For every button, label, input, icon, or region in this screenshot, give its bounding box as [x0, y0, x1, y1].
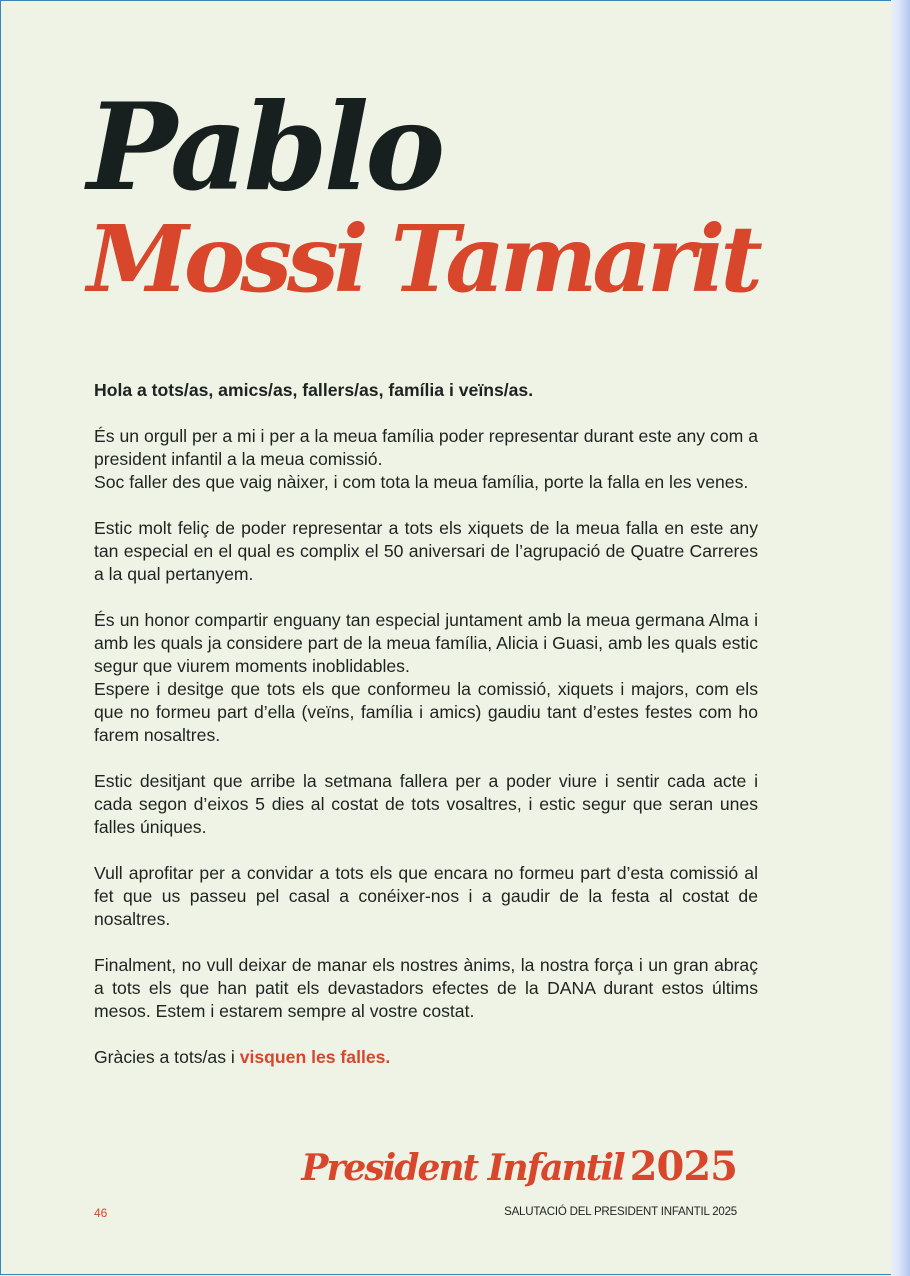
- page-edge: [891, 0, 910, 1276]
- running-head: SALUTACIÓ DEL PRESIDENT INFANTIL 2025: [504, 1206, 737, 1218]
- page-number: 46: [94, 1206, 108, 1220]
- letter-body: [94, 379, 758, 1092]
- signature-year: 2025: [629, 1143, 737, 1190]
- signature: [301, 1143, 737, 1190]
- last-name: Mossi Tamarit: [87, 205, 758, 313]
- greeting: Hola a tots/as, amics/as, fallers/as, família i veïns/as.: [94, 380, 534, 400]
- paragraph: Espere i desitge que tots els que conformeu la comissió, xiquets i majors, com els que no formeu part d’ella (veïns, família i amics) gaudiu tant d’estes festes com ho farem nosaltres.: [94, 679, 758, 745]
- closing-text: Gràcies a tots/as i: [94, 1047, 240, 1067]
- signature-title: President Infantil: [301, 1147, 624, 1189]
- first-name: Pablo: [87, 77, 442, 218]
- paragraph: Estic molt feliç de poder representar a tots els xiquets de la meua falla en este any tan especial en el qual es complix el 50 aniversari de l’agrupació de Quatre Carreres a la qual pertanyem.: [94, 518, 758, 584]
- closing-line: [94, 1046, 758, 1069]
- closing-highlight: visquen les falles.: [239, 1047, 391, 1067]
- paragraph: Vull aprofitar per a convidar a tots els que encara no formeu part d’esta comissió al fet que us passeu pel casal a conéixer-nos i a gaudir de la festa al costat de nosaltres.: [94, 863, 758, 929]
- paragraph: Finalment, no vull deixar de manar els nostres ànims, la nostra força i un gran abraç a tots els que han patit els devastadors efectes de la DANA durant estos últims mesos. Estem i estarem sempre al vostre costat.: [94, 955, 758, 1021]
- paragraph: Estic desitjant que arribe la setmana fallera per a poder viure i sentir cada acte i cada segon d’eixos 5 dies al costat de tots vosaltres, i estic segur que seran unes falles úniques.: [94, 771, 758, 837]
- paragraph: És un honor compartir enguany tan especial juntament amb la meua germana Alma i amb les quals ja considere part de la meua família, Alicia i Guasi, amb les quals estic segur que viurem moments inoblidables.: [94, 610, 758, 676]
- page-title: [87, 77, 787, 313]
- paragraph: Soc faller des que vaig nàixer, i com tota la meua família, porte la falla en les venes.: [94, 472, 749, 492]
- paragraph: És un orgull per a mi i per a la meua família poder representar durant este any com a president infantil a la meua comissió.: [94, 426, 758, 469]
